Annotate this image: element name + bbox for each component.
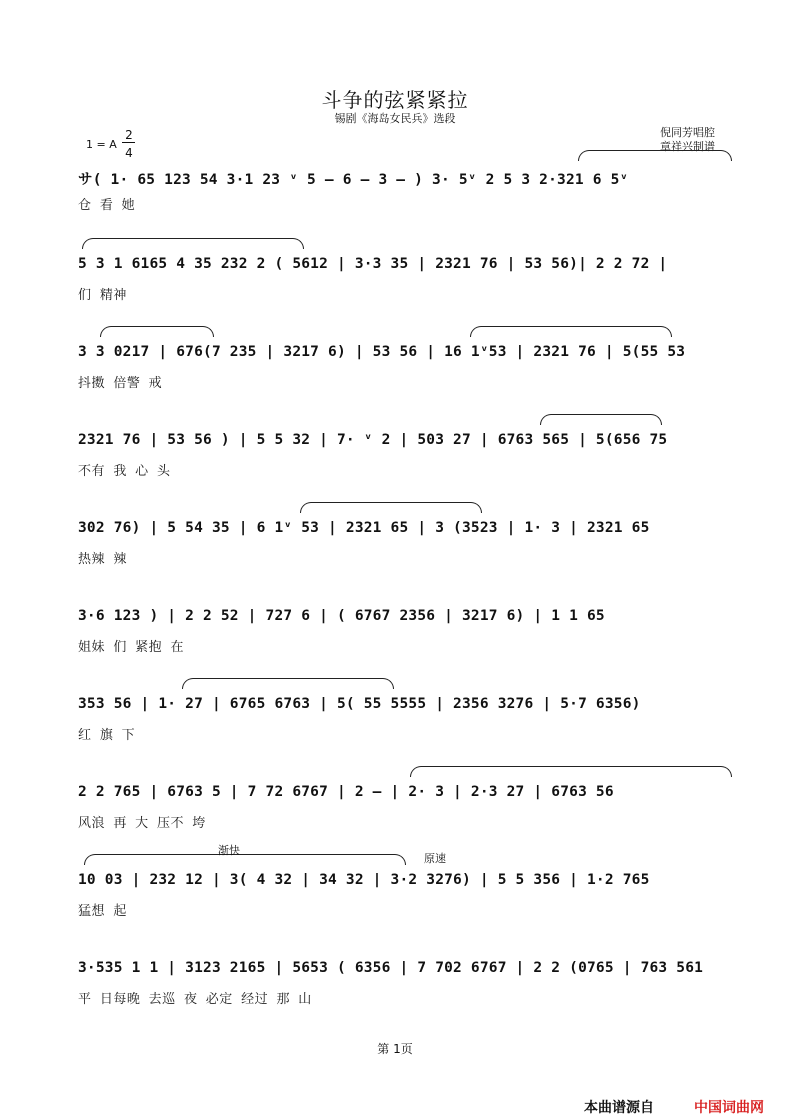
- slur-mark: [410, 766, 732, 777]
- slur-mark: [470, 326, 672, 337]
- slur-mark: [300, 502, 482, 513]
- notation-row-2: 5 3 1 6165 4 35 232 2 ( 5612 | 3·3 35 | 2321 76 | 53 56)| 2 2 72 |: [78, 256, 668, 272]
- lyrics-row-10: 平 日每晚 去巡 夜 必定 经过 那 山: [78, 992, 312, 1007]
- notation-row-5: 302 76) | 5 54 35 | 6 1ᵛ 53 | 2321 65 | 3 (3523 | 1· 3 | 2321 65: [78, 520, 650, 536]
- lyrics-row-9: 猛想 起: [78, 904, 127, 919]
- lyrics-row-5: 热辣 辣: [78, 552, 127, 567]
- slur-mark: [540, 414, 662, 425]
- slur-mark: [578, 150, 732, 161]
- notation-row-10: 3·535 1 1 | 3123 2165 | 5653 ( 6356 | 7 702 6767 | 2 2 (0765 | 763 561: [78, 960, 704, 976]
- lyrics-row-2: 们 精神: [78, 288, 127, 303]
- song-title: 斗争的弦紧紧拉: [321, 88, 469, 112]
- tempo-accelerando: 渐快: [218, 844, 240, 857]
- slur-mark: [182, 678, 394, 689]
- notation-row-6: 3·6 123 ) | 2 2 52 | 727 6 | ( 6767 2356 | 3217 6) | 1 1 65: [78, 608, 605, 624]
- slur-mark: [84, 854, 406, 865]
- time-signature-top: 2: [125, 128, 133, 142]
- credit-arranger: 章祥兴制谱: [660, 140, 715, 153]
- notation-row-4: 2321 76 | 53 56 ) | 5 5 32 | 7· ᵛ 2 | 503 27 | 6763 565 | 5(656 75: [78, 432, 668, 448]
- lyrics-row-3: 抖擞 倍警 戒: [78, 376, 163, 391]
- watermark-source-label: 本曲谱源自: [584, 1100, 654, 1116]
- notation-row-7: 353 56 | 1· 27 | 6765 6763 | 5( 55 5555 | 2356 3276 | 5·7 6356): [78, 696, 641, 712]
- song-subtitle: 锡剧《海岛女民兵》选段: [334, 112, 456, 125]
- notation-row-1: サ( 1· 65 123 54 3·1 23 ᵛ 5 – 6 – 3 – ) 3· 5ᵛ 2 5 3 2·321 6 5ᵛ: [78, 172, 629, 188]
- page-number: 第 1页: [377, 1042, 413, 1056]
- notation-row-9: 10 03 | 232 12 | 3( 4 32 | 34 32 | 3·2 3276) | 5 5 356 | 1·2 765: [78, 872, 650, 888]
- lyrics-row-7: 红 旗 下: [78, 728, 136, 743]
- slur-mark: [82, 238, 304, 249]
- lyrics-row-8: 风浪 再 大 压不 垮: [78, 816, 206, 831]
- time-signature-bottom: 4: [125, 146, 133, 160]
- notation-row-3: 3 3 0217 | 676(7 235 | 3217 6) | 53 56 | 16 1ᵛ53 | 2321 76 | 5(55 53: [78, 344, 686, 360]
- tempo-original: 原速: [424, 852, 446, 865]
- time-signature-divider: [122, 142, 135, 143]
- slur-mark: [100, 326, 214, 337]
- credit-singer: 倪同芳唱腔: [660, 126, 715, 139]
- lyrics-row-4: 不有 我 心 头: [78, 464, 171, 479]
- key-signature: 1 = A: [86, 138, 117, 151]
- watermark-site-name: 中国词曲网: [694, 1100, 764, 1116]
- lyrics-row-6: 姐妹 们 紧抱 在: [78, 640, 184, 655]
- lyrics-row-1: 仓 看 她: [78, 198, 136, 213]
- notation-row-8: 2 2 765 | 6763 5 | 7 72 6767 | 2 – | 2· 3 | 2·3 27 | 6763 56: [78, 784, 614, 800]
